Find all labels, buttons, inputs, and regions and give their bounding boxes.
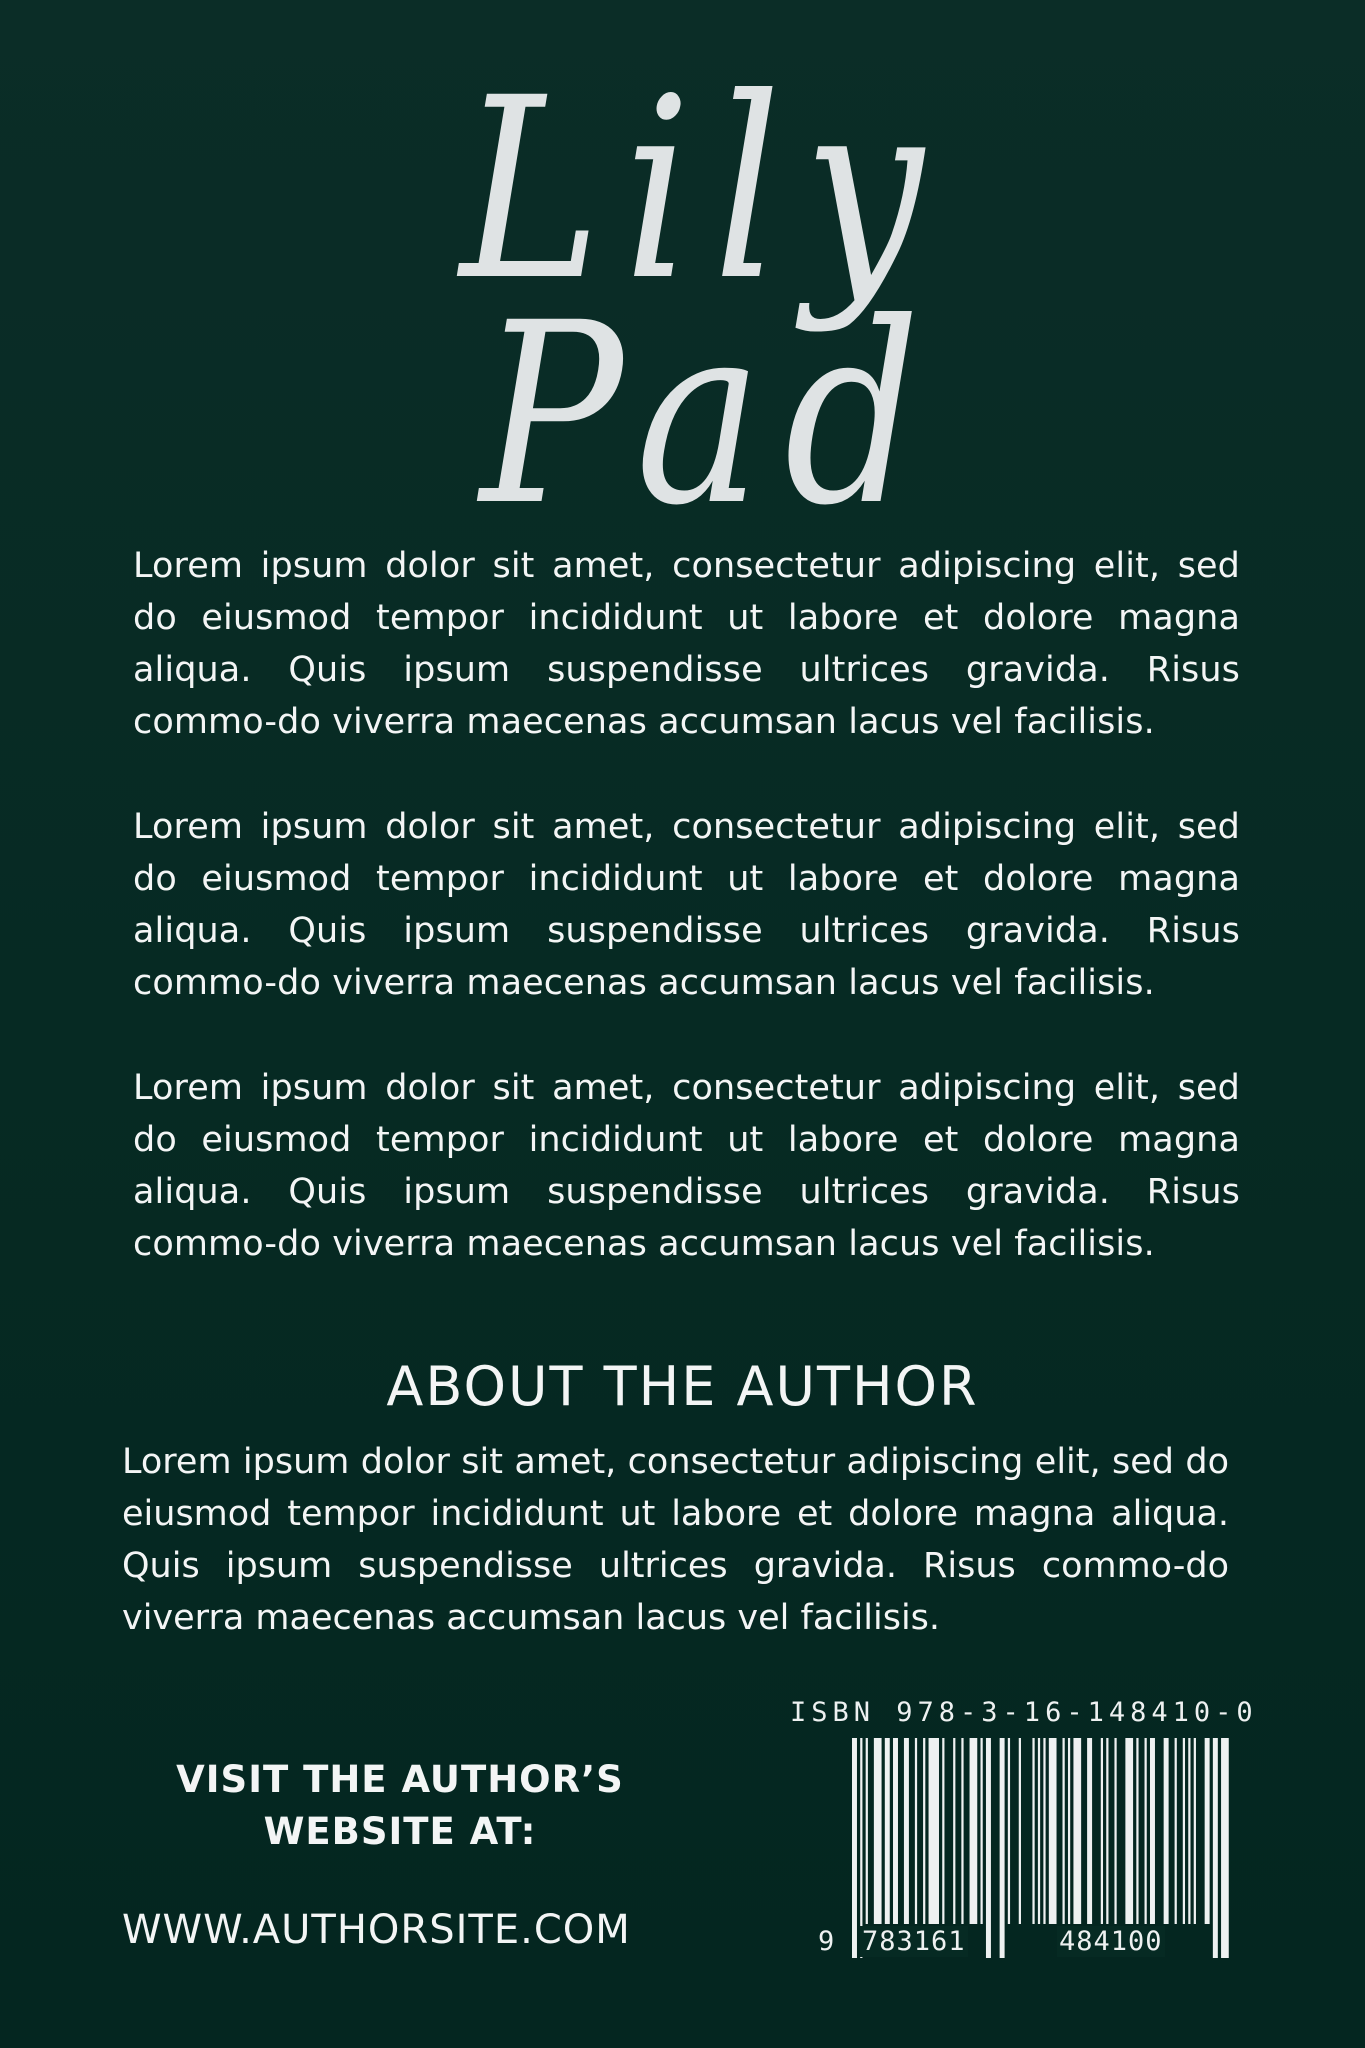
barcode-bar — [1114, 1738, 1116, 1924]
barcode-bar — [980, 1738, 982, 1924]
barcode-bar — [1008, 1738, 1010, 1924]
barcode-bar — [970, 1738, 978, 1924]
barcode-bar — [986, 1738, 991, 1958]
barcode-digit-first: 9 — [818, 1926, 835, 1957]
barcode-bar — [1213, 1738, 1218, 1958]
barcode-bar — [1188, 1738, 1190, 1924]
visit-line-2: WEBSITE AT: — [263, 1810, 537, 1853]
barcode-bar — [1183, 1738, 1185, 1924]
about-author-text: Lorem ipsum dolor sit amet, consectetur adipiscing elit, sed do eiusmod tempor incididunt ut labore et dolore magna aliqua. Quis ipsum suspendisse ultrices gravida. Risus commo-do viverra maecenas accumsan lacus vel facilisis. — [122, 1442, 1229, 1638]
barcode-bar — [866, 1738, 868, 1924]
barcode-bar — [1194, 1738, 1196, 1924]
barcode-bar — [1164, 1738, 1169, 1924]
barcode-bar — [893, 1738, 898, 1924]
description-paragraph-3: Lorem ipsum dolor sit amet, consectetur adipiscing elit, sed do eiusmod tempor incididunt ut labore et dolore magna aliqua. Quis ipsum suspendisse ultrices gravida. Risus commo-do viverra maecenas accumsan lacus vel facilisis. — [133, 1068, 1240, 1264]
barcode-bar — [1150, 1738, 1155, 1924]
barcode-bar — [1125, 1738, 1133, 1924]
barcode-bar — [1038, 1738, 1040, 1924]
barcode-bar — [953, 1738, 955, 1924]
barcode-bar — [1073, 1738, 1081, 1924]
barcode-image — [852, 1738, 1232, 1958]
description-paragraph-1: Lorem ipsum dolor sit amet, consectetur adipiscing elit, sed do eiusmod tempor incididunt ut labore et dolore magna aliqua. Quis ipsum suspendisse ultrices gravida. Risus commo-do viverra maecenas accumsan lacus vel facilisis. — [133, 546, 1240, 742]
barcode-bar — [874, 1738, 882, 1924]
barcode-bar — [1136, 1738, 1138, 1924]
barcode-bar — [1000, 1738, 1005, 1958]
barcode-bar — [942, 1738, 944, 1924]
book-title — [420, 44, 980, 560]
visit-line-1: VISIT THE AUTHOR’S — [176, 1758, 624, 1801]
barcode-digits-right: 484100 — [1059, 1926, 1163, 1957]
barcode-bar — [929, 1738, 939, 1924]
barcode-bar — [904, 1738, 909, 1924]
barcode-digits-left: 783161 — [862, 1926, 966, 1957]
barcode-bar — [885, 1738, 890, 1924]
barcode-bar — [1145, 1738, 1147, 1924]
barcode-bar — [1101, 1738, 1103, 1924]
barcode-bar — [1221, 1738, 1229, 1958]
barcode-bar — [961, 1738, 963, 1924]
barcode-bar — [1068, 1738, 1070, 1924]
barcode-bar — [852, 1738, 857, 1958]
barcode-bar — [1106, 1738, 1108, 1924]
isbn-label: ISBN 978-3-16-148410-0 — [790, 1697, 1258, 1728]
barcode-bar — [1049, 1738, 1057, 1924]
about-author-heading: ABOUT THE AUTHOR — [386, 1355, 979, 1418]
visit-website-label — [120, 1754, 680, 1858]
author-website-url: WWW.AUTHORSITE.COM — [122, 1907, 631, 1953]
barcode-bar — [1019, 1738, 1021, 1924]
barcode-bar — [1043, 1738, 1045, 1924]
barcode-bar — [1175, 1738, 1177, 1924]
barcode-bar — [915, 1738, 917, 1924]
description-paragraph-2: Lorem ipsum dolor sit amet, consectetur adipiscing elit, sed do eiusmod tempor incididunt ut labore et dolore magna aliqua. Quis ipsum suspendisse ultrices gravida. Risus commo-do viverra maecenas accumsan lacus vel facilisis. — [133, 807, 1240, 1003]
barcode-bar — [923, 1738, 925, 1924]
barcode-bar — [860, 1738, 862, 1958]
barcode-bar — [1087, 1738, 1092, 1924]
title-word-pad: Pad — [480, 269, 943, 560]
barcode-bar — [1205, 1738, 1210, 1924]
barcode-bar — [1032, 1738, 1034, 1924]
barcode-bar — [1063, 1738, 1065, 1924]
title-word-lily: Lily — [460, 44, 946, 335]
